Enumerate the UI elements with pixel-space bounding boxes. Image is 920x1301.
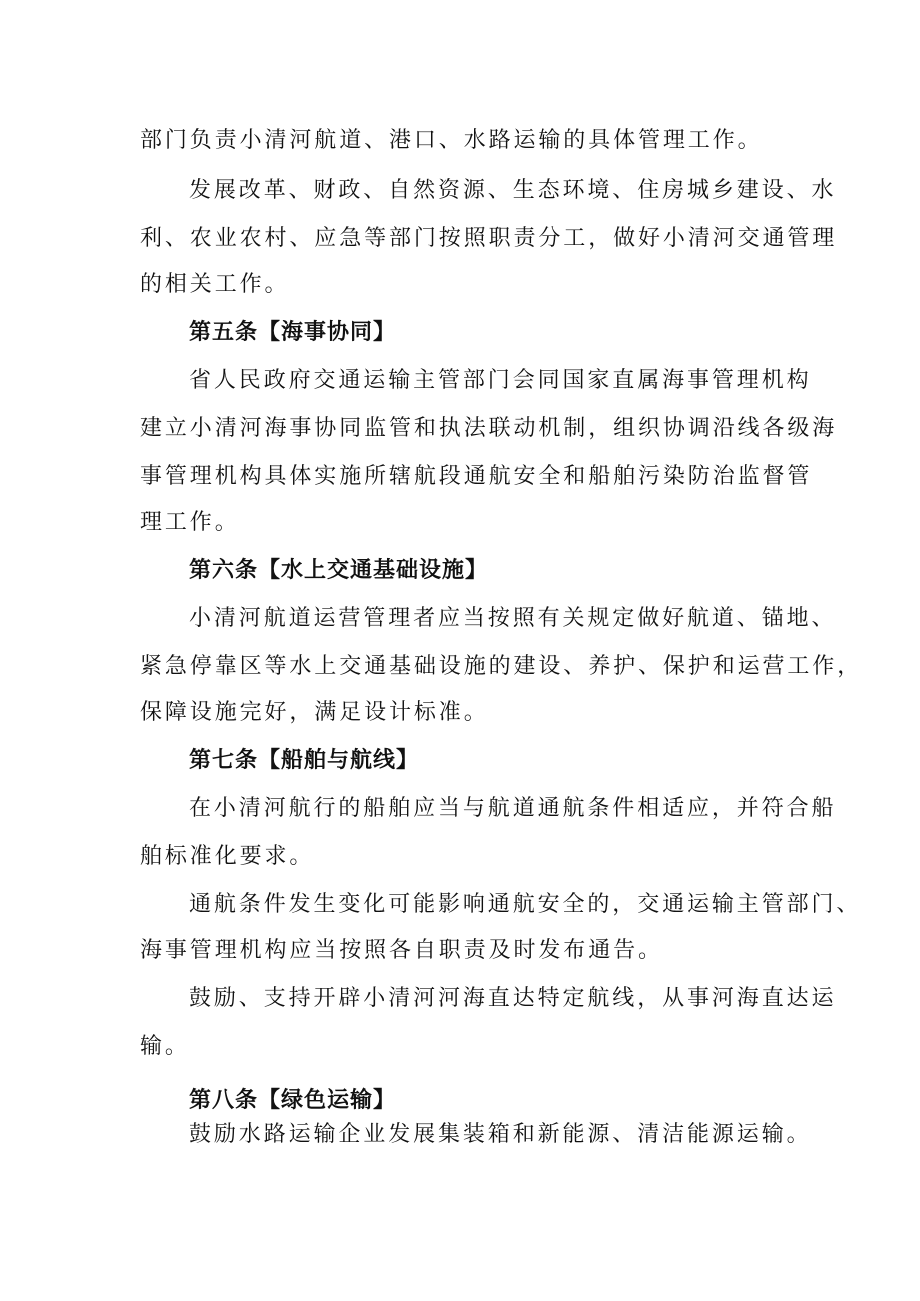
paragraph-line: 鼓励、支持开辟小清河河海直达特定航线，从事河海直达运 [189, 986, 837, 1011]
paragraph-line: 舶标准化要求。 [140, 844, 315, 869]
paragraph-line: 事管理机构具体实施所辖航段通航安全和船舶污染防治监督管 [140, 464, 813, 489]
paragraph-line: 鼓励水路运输企业发展集装箱和新能源、清洁能源运输。 [189, 1122, 812, 1147]
article-heading: 第六条【水上交通基础设施】 [189, 558, 489, 583]
paragraph-line: 利、农业农村、应急等部门按照职责分工，做好小清河交通管理 [140, 226, 838, 251]
paragraph-line: 海事管理机构应当按照各自职责及时发布通告。 [140, 938, 663, 963]
article-heading: 第七条【船舶与航线】 [189, 748, 420, 773]
article-heading: 第五条【海事协同】 [189, 320, 397, 345]
paragraph-line: 的相关工作。 [140, 272, 290, 297]
paragraph-line: 通航条件发生变化可能影响通航安全的，交通运输主管部门、 [189, 892, 862, 917]
paragraph-line: 在小清河航行的船舶应当与航道通航条件相适应，并符合船 [189, 796, 837, 821]
paragraph-line: 部门负责小清河航道、港口、水路运输的具体管理工作。 [140, 128, 763, 153]
paragraph-line: 理工作。 [140, 510, 240, 535]
article-heading: 第八条【绿色运输】 [189, 1088, 397, 1113]
paragraph-line: 保障设施完好，满足设计标准。 [140, 700, 489, 725]
paragraph-line: 紧急停靠区等水上交通基础设施的建设、养护、保护和运营工作， [140, 654, 863, 679]
paragraph-line: 输。 [140, 1034, 190, 1059]
paragraph-line: 发展改革、财政、自然资源、生态环境、住房城乡建设、水 [189, 178, 837, 203]
paragraph-line: 建立小清河海事协同监管和执法联动机制，组织协调沿线各级海 [140, 416, 838, 441]
paragraph-line: 小清河航道运营管理者应当按照有关规定做好航道、锚地、 [189, 606, 837, 631]
paragraph-line: 省人民政府交通运输主管部门会同国家直属海事管理机构 [189, 368, 812, 393]
